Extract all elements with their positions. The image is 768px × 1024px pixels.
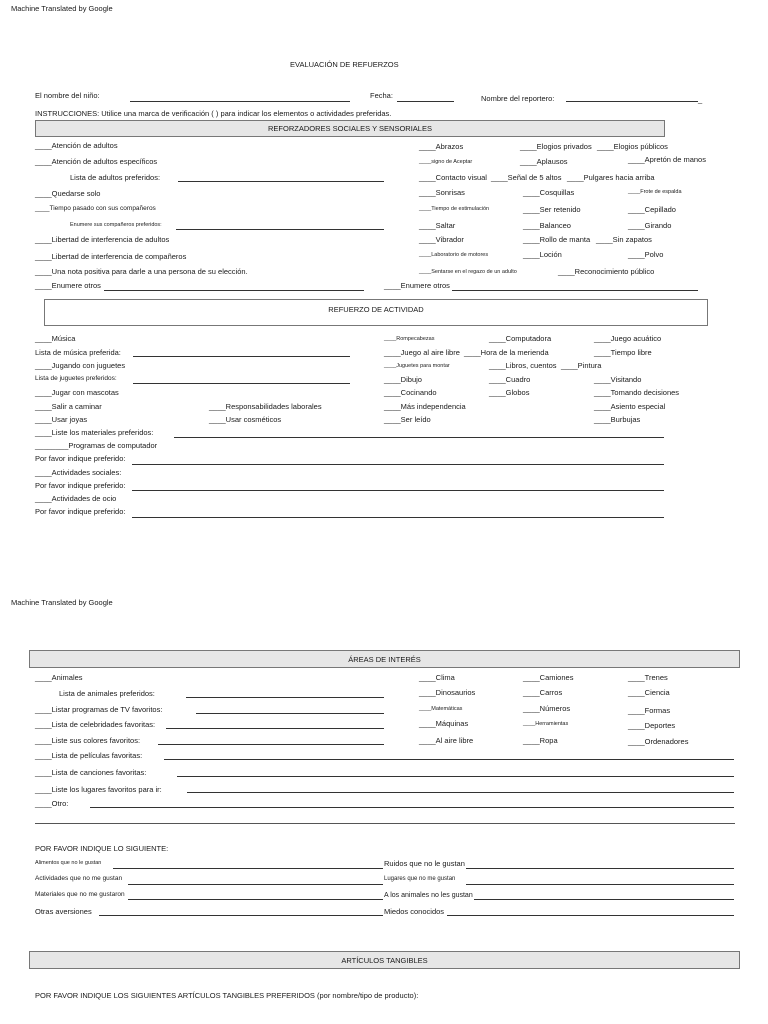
- preferred-adults-label: Lista de adultos preferidos:: [70, 173, 161, 182]
- child-name-field[interactable]: [130, 101, 350, 102]
- date-label: Fecha:: [370, 91, 393, 100]
- item-math[interactable]: ____Matemáticas: [419, 706, 463, 712]
- item-balloons[interactable]: ____Globos: [489, 388, 530, 397]
- item-free-time[interactable]: ____Tiempo libre: [594, 348, 652, 357]
- item-applause[interactable]: ____Aplausos: [520, 157, 568, 166]
- item-eye-contact[interactable]: ____Contacto visual: [419, 173, 487, 182]
- item-outdoor-play[interactable]: ____Juego al aire libre: [384, 348, 460, 357]
- item-computer-programs[interactable]: ________Programas de computador: [35, 441, 158, 450]
- item-handshake[interactable]: ____Apretón de manos: [628, 155, 706, 164]
- item-puzzles[interactable]: ____Rompecabezas: [384, 336, 435, 342]
- item-positive-note[interactable]: ____Una nota positiva para darle a una persona de su elección.: [35, 267, 248, 276]
- item-trucks[interactable]: ____Camiones: [523, 673, 574, 682]
- item-motor-lab[interactable]: ____Laboratorio de motores: [419, 252, 489, 258]
- item-public-recognition[interactable]: ____Reconocimiento público: [558, 267, 655, 276]
- known-fears-label: Miedos conocidos: [384, 907, 445, 916]
- preferred-animals-label: Lista de animales preferidos:: [59, 689, 155, 698]
- machine-translated-label-2: Machine Translated by Google: [11, 598, 113, 607]
- indicate-header: POR FAVOR INDIQUE LO SIGUIENTE:: [35, 844, 169, 853]
- preferred-leisure-field[interactable]: [132, 517, 664, 518]
- item-adult-attention[interactable]: ____Atención de adultos: [35, 141, 118, 150]
- item-time-with-peers[interactable]: ____Tiempo pasado con sus compañeros: [35, 205, 156, 212]
- item-walk[interactable]: ____Salir a caminar: [35, 402, 102, 411]
- disliked-foods-field[interactable]: [113, 868, 383, 869]
- list-others-right-field[interactable]: [452, 290, 698, 291]
- page-title: EVALUACIÓN DE REFUERZOS: [290, 60, 399, 69]
- item-jumping[interactable]: ____Saltar: [419, 221, 456, 230]
- item-private-praise[interactable]: ____Elogios privados: [520, 142, 592, 151]
- item-colors[interactable]: ____Liste sus colores favoritos:: [35, 736, 141, 745]
- section-divider: [35, 823, 735, 824]
- item-read-to[interactable]: ____Ser leído: [384, 415, 431, 424]
- item-weather[interactable]: ____Clima: [419, 673, 455, 682]
- item-computers[interactable]: ____Ordenadores: [628, 737, 689, 746]
- item-lotion[interactable]: ____Loción: [523, 250, 562, 259]
- item-list-others-right[interactable]: ____Enumere otros: [384, 281, 450, 290]
- item-tickles[interactable]: ____Cosquillas: [523, 188, 575, 197]
- item-brushing[interactable]: ____Cepillado: [628, 205, 676, 214]
- places-field[interactable]: [187, 792, 734, 793]
- disliked-animals-label: A los animales no les gustan: [384, 892, 473, 899]
- instructions: INSTRUCCIONES: Utilice una marca de verificación ( ) para indicar los elementos o actividades preferidas.: [35, 109, 392, 118]
- tangible-header: ARTÍCULOS TANGIBLES: [29, 951, 740, 969]
- item-play-toys[interactable]: ____Jugando con juguetes: [35, 361, 126, 370]
- item-dinosaurs[interactable]: ____Dinosaurios: [419, 688, 476, 697]
- item-specific-adult-attention[interactable]: ____Atención de adultos específicos: [35, 157, 158, 166]
- item-trains[interactable]: ____Trenes: [628, 673, 668, 682]
- item-vibrator[interactable]: ____Vibrador: [419, 235, 464, 244]
- other-aversions-label: Otras aversiones: [35, 907, 92, 916]
- item-shapes[interactable]: ____Formas: [628, 706, 671, 715]
- item-movies[interactable]: ____Lista de películas favoritas:: [35, 751, 143, 760]
- item-outdoors[interactable]: ____Al aire libre: [419, 736, 474, 745]
- item-no-shoes[interactable]: ____Sin zapatos: [596, 235, 652, 244]
- item-work-responsibilities[interactable]: ____Responsabilidades laborales: [209, 402, 322, 411]
- item-high-five[interactable]: ____Señal de 5 altos: [491, 173, 562, 182]
- item-list-others-left[interactable]: ____Enumere otros: [35, 281, 101, 290]
- item-numbers[interactable]: ____Números: [523, 704, 571, 713]
- disliked-places-field[interactable]: [466, 884, 734, 885]
- item-special-seat[interactable]: ____Asiento especial: [594, 402, 666, 411]
- disliked-places-label: Lugares que no me gustan: [384, 876, 456, 882]
- item-sports[interactable]: ____Deportes: [628, 721, 676, 730]
- item-tv-programs[interactable]: ____Listar programas de TV favoritos:: [35, 705, 163, 714]
- disliked-materials-label: Materiales que no me gustaron: [35, 891, 125, 898]
- tangible-instruction: POR FAVOR INDIQUE LOS SIGUIENTES ARTÍCULOS TANGIBLES PREFERIDOS (por nombre/tipo de producto):: [35, 991, 419, 1000]
- known-fears-field[interactable]: [447, 915, 734, 916]
- activity-header: REFUERZO DE ACTIVIDAD: [44, 299, 708, 326]
- item-jewelry[interactable]: ____Usar joyas: [35, 415, 88, 424]
- item-painting[interactable]: ____Pintura: [561, 361, 602, 370]
- item-be-alone[interactable]: ____Quedarse solo: [35, 189, 101, 198]
- preferred-animals-field[interactable]: [186, 697, 384, 698]
- item-places[interactable]: ____Liste los lugares favoritos para ir:: [35, 785, 162, 794]
- preferred-toys-label: Lista de juguetes preferidos:: [35, 375, 117, 382]
- item-stim-time[interactable]: ____Tiempo de estimulación: [419, 206, 490, 212]
- item-ok-sign[interactable]: ____signo de Aceptar: [419, 159, 473, 165]
- preferred-peers-field[interactable]: [176, 229, 384, 230]
- item-clothes[interactable]: ____Ropa: [523, 736, 558, 745]
- interest-areas-header: ÁREAS DE INTERÉS: [29, 650, 740, 668]
- child-name-label: El nombre del niño:: [35, 91, 100, 100]
- preferred-programs-field[interactable]: [132, 464, 664, 465]
- item-visiting[interactable]: ____Visitando: [594, 375, 642, 384]
- item-drawing[interactable]: ____Dibujo: [384, 375, 422, 384]
- disliked-activities-label: Actividades que no me gustan: [35, 875, 123, 882]
- item-picture[interactable]: ____Cuadro: [489, 375, 531, 384]
- other-aversions-field[interactable]: [99, 915, 383, 916]
- item-cooking[interactable]: ____Cocinando: [384, 388, 437, 397]
- preferred-programs-label: Por favor indique preferido:: [35, 454, 126, 463]
- item-decisions[interactable]: ____Tomando decisiones: [594, 388, 680, 397]
- item-thumbs-up[interactable]: ____Pulgares hacia arriba: [567, 173, 655, 182]
- item-back-rub[interactable]: ____Frote de espalda: [628, 189, 682, 195]
- songs-field[interactable]: [177, 776, 734, 777]
- disliked-foods-label: Alimentos que no le gustan: [35, 860, 102, 866]
- preferred-materials-field[interactable]: [174, 437, 664, 438]
- preferred-music-label: Lista de música preferida:: [35, 348, 121, 357]
- item-social-activities[interactable]: ____Actividades sociales:: [35, 468, 122, 477]
- item-smiles[interactable]: ____Sonrisas: [419, 188, 465, 197]
- item-blanket-roll[interactable]: ____Rollo de manta: [523, 235, 591, 244]
- item-being-held[interactable]: ____Ser retenido: [523, 205, 581, 214]
- item-books[interactable]: ____Libros, cuentos: [489, 361, 557, 370]
- item-bubbles[interactable]: ____Burbujas: [594, 415, 641, 424]
- preferred-materials-label[interactable]: ____Liste los materiales preferidos:: [35, 428, 154, 437]
- item-other[interactable]: ____Otro:: [35, 799, 69, 808]
- item-machines[interactable]: ____Máquinas: [419, 719, 469, 728]
- item-cars[interactable]: ____Carros: [523, 688, 563, 697]
- preferred-peers-label: Enumere sus compañeros preferidos:: [70, 222, 162, 228]
- item-computer[interactable]: ____Computadora: [489, 334, 552, 343]
- preferred-leisure-label: Por favor indique preferido:: [35, 507, 126, 516]
- preferred-music-field[interactable]: [133, 356, 350, 357]
- item-freedom-peers[interactable]: ____Libertad de interferencia de compañeros: [35, 252, 187, 261]
- movies-field[interactable]: [164, 759, 734, 760]
- item-pets[interactable]: ____Jugar con mascotas: [35, 388, 119, 397]
- disliked-materials-field[interactable]: [128, 899, 383, 900]
- item-spinning[interactable]: ____Girando: [628, 221, 672, 230]
- machine-translated-label: Machine Translated by Google: [11, 4, 113, 13]
- disliked-animals-field[interactable]: [474, 899, 734, 900]
- preferred-adults-field[interactable]: [178, 181, 384, 182]
- reporter-label: Nombre del reportero:: [481, 94, 555, 103]
- item-powder[interactable]: ____Polvo: [628, 250, 664, 259]
- item-freedom-adults[interactable]: ____Libertad de interferencia de adultos: [35, 235, 170, 244]
- disliked-noises-field[interactable]: [466, 868, 734, 869]
- item-ride-toys[interactable]: ____Juguetes para montar: [384, 363, 450, 369]
- disliked-noises-label: Ruidos que no le gustan: [384, 859, 465, 868]
- tv-programs-field[interactable]: [196, 713, 384, 714]
- item-animals[interactable]: ____Animales: [35, 673, 83, 682]
- preferred-social-field[interactable]: [132, 490, 664, 491]
- item-snack-time[interactable]: ____Hora de la merienda: [464, 348, 549, 357]
- item-music[interactable]: ____Música: [35, 334, 76, 343]
- item-cosmetics[interactable]: ____Usar cosméticos: [209, 415, 282, 424]
- item-hugs[interactable]: ____Abrazos: [419, 142, 464, 151]
- item-songs[interactable]: ____Lista de canciones favoritas:: [35, 768, 147, 777]
- other-field[interactable]: [90, 807, 734, 808]
- social-sensory-header: REFORZADORES SOCIALES Y SENSORIALES: [35, 120, 665, 137]
- item-science[interactable]: ____Ciencia: [628, 688, 670, 697]
- item-public-praise[interactable]: ____Elogios públicos: [597, 142, 668, 151]
- preferred-toys-field[interactable]: [133, 383, 350, 384]
- list-others-left-field[interactable]: [104, 290, 364, 291]
- item-tools[interactable]: ____Herramientas: [523, 721, 569, 727]
- item-adult-lap[interactable]: ____Sentarse en el regazo de un adulto: [419, 269, 517, 275]
- reporter-tail: _: [698, 95, 703, 104]
- preferred-social-label: Por favor indique preferido:: [35, 481, 126, 490]
- item-leisure[interactable]: ____Actividades de ocio: [35, 494, 117, 503]
- date-field[interactable]: [397, 101, 454, 102]
- colors-field[interactable]: [158, 744, 384, 745]
- item-water-play[interactable]: ____Juego acuático: [594, 334, 662, 343]
- item-swinging[interactable]: ____Balanceo: [523, 221, 571, 230]
- disliked-activities-field[interactable]: [128, 884, 383, 885]
- reporter-field[interactable]: [566, 101, 698, 102]
- item-independence[interactable]: ____Más independencia: [384, 402, 466, 411]
- item-celebrities[interactable]: ____Lista de celebridades favoritas:: [35, 720, 156, 729]
- celebrities-field[interactable]: [166, 728, 384, 729]
